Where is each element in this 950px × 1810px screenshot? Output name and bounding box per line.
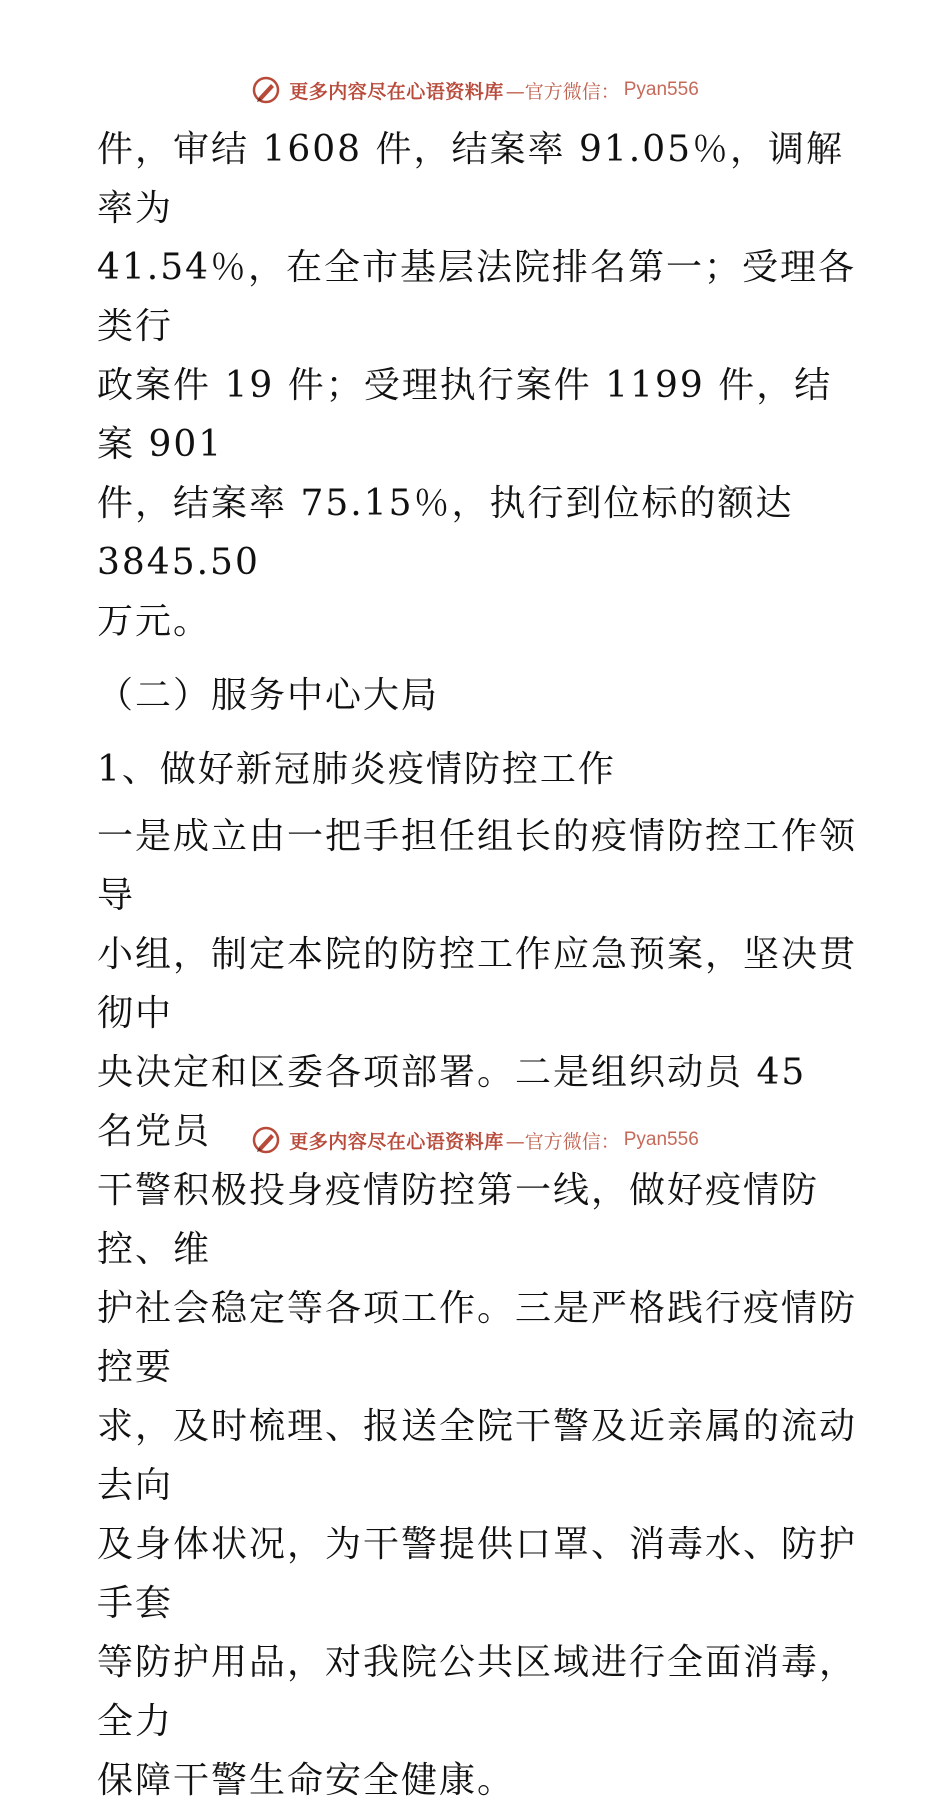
- spacer: [97, 651, 857, 659]
- text-line: 保障干警生命安全健康。: [97, 1760, 516, 1801]
- text-line: 护社会稳定等各项工作。三是严格践行疫情防控要: [97, 1288, 858, 1388]
- text-line: 干警积极投身疫情防控第一线，做好疫情防控、维: [97, 1170, 820, 1270]
- banner-wechat-id: Pyan556: [623, 79, 699, 100]
- text-line: 央决定和区委各项部署。二是组织动员 45 名党员: [97, 1052, 807, 1152]
- banner-contact-label: —官方微信：: [505, 80, 620, 103]
- text-line: 及身体状况，为干警提供口罩、消毒水、防护手套: [97, 1524, 858, 1624]
- text-line: 件，审结 1608 件，结案率 91.05％，调解率为: [97, 129, 845, 229]
- text-line: 41.54％，在全市基层法院排名第一；受理各类行: [97, 247, 857, 347]
- text-line: 求，及时梳理、报送全院干警及近亲属的流动去向: [97, 1406, 858, 1506]
- body-paragraph: [97, 807, 857, 1810]
- banner-brand-text: 更多内容尽在心语资料库: [289, 1130, 504, 1153]
- text-line: 万元。: [97, 601, 212, 642]
- subsection-heading: 1、做好新冠肺炎疫情防控工作: [97, 749, 616, 790]
- footer-watermark-banner: [0, 1120, 950, 1160]
- pen-circle-logo-icon: [251, 75, 281, 105]
- text-line: 等防护用品，对我院公共区域进行全面消毒，全力: [97, 1642, 858, 1742]
- text-line: 件，结案率 75.15％，执行到位标的额达 3845.50: [97, 483, 794, 583]
- text-line: 小组，制定本院的防控工作应急预案，坚决贯彻中: [97, 934, 858, 1034]
- banner-contact-label: —官方微信：: [505, 1130, 620, 1153]
- banner-brand-text: 更多内容尽在心语资料库: [289, 80, 504, 103]
- banner-wechat-id: Pyan556: [623, 1129, 699, 1150]
- document-body: [97, 120, 857, 1810]
- text-line: 政案件 19 件；受理执行案件 1199 件，结案 901: [97, 365, 833, 465]
- section-heading: （二）服务中心大局: [97, 675, 440, 716]
- pen-circle-logo-icon: [251, 1125, 281, 1155]
- header-watermark-banner: [0, 70, 950, 110]
- text-line: 一是成立由一把手担任组长的疫情防控工作领导: [97, 816, 858, 916]
- continuation-paragraph: [97, 120, 857, 651]
